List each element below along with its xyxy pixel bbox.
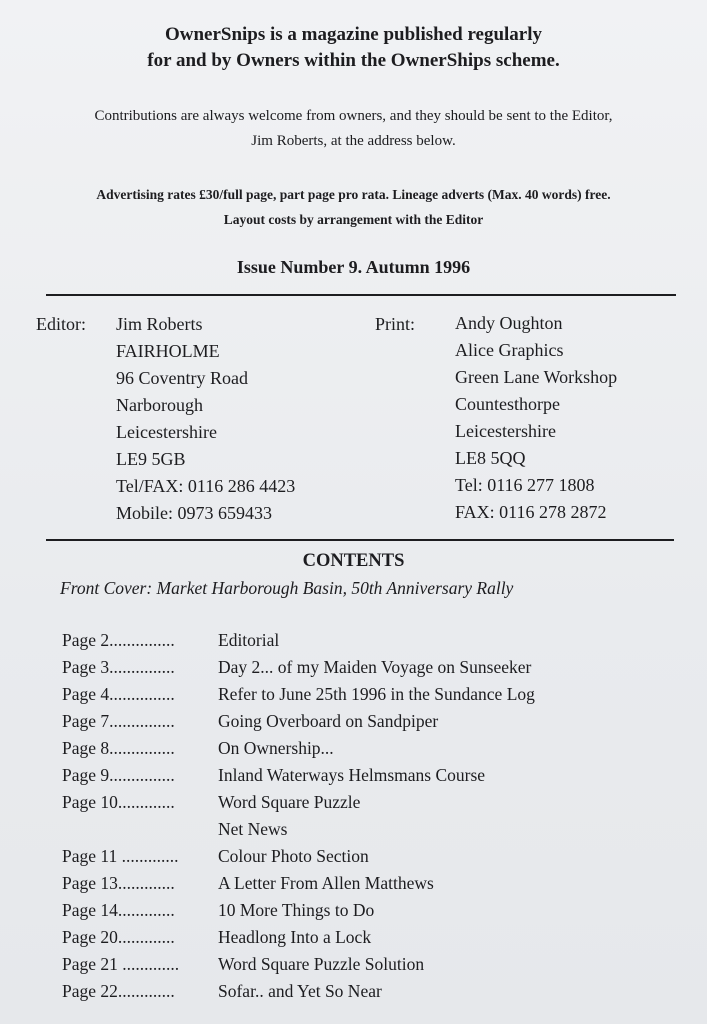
print-address-line: LE8 5QQ (455, 448, 526, 468)
intro-title-line-2: for and by Owners within the OwnerShips scheme. (147, 50, 560, 71)
contents-item-title: Inland Waterways Helmsmans Course (218, 765, 486, 785)
contents-item-page: Page 13............. (62, 873, 175, 893)
divider-bottom (46, 539, 674, 541)
contents-item-title: 10 More Things to Do (218, 900, 375, 920)
advertising-note (0, 182, 707, 232)
contents-item-page: Page 22............. (62, 981, 175, 1001)
contents-item (62, 711, 682, 738)
contributions-note (0, 104, 707, 154)
contents-item-page: Page 11 ............. (62, 846, 179, 866)
contents-item-title: Editorial (218, 630, 280, 650)
contents-item-page: Page 20............. (62, 927, 175, 947)
contents-list (62, 630, 682, 1008)
contents-item-page: Page 3............... (62, 657, 175, 677)
contents-item-title: Day 2... of my Maiden Voyage on Sunseeker (218, 657, 532, 677)
contents-item-page: Page 2............... (62, 630, 175, 650)
editor-address-line: Mobile: 0973 659433 (116, 503, 272, 523)
editor-address-line: Leicestershire (116, 422, 217, 442)
contents-item (62, 738, 682, 765)
editor-address-line: Tel/FAX: 0116 286 4423 (116, 476, 296, 496)
contents-item (62, 981, 682, 1008)
contents-item (62, 900, 682, 927)
print-address-line: Green Lane Workshop (455, 367, 618, 387)
divider-top (46, 294, 676, 296)
contents-item-title: Word Square Puzzle Solution (218, 954, 425, 974)
contents-item (62, 765, 682, 792)
contents-item (62, 846, 682, 873)
contributions-line-2: Jim Roberts, at the address below. (251, 133, 456, 149)
contents-item-title: Refer to June 25th 1996 in the Sundance Log (218, 684, 535, 704)
contents-item-title: On Ownership... (218, 738, 334, 758)
contents-item-title: A Letter From Allen Matthews (218, 873, 434, 893)
contents-item (62, 792, 682, 819)
contents-item-title: Colour Photo Section (218, 846, 369, 866)
editor-address-line: LE9 5GB (116, 449, 186, 469)
editor-label: Editor: (36, 314, 86, 334)
contents-heading: CONTENTS (302, 551, 405, 571)
intro-title (0, 22, 707, 74)
editor-address-line: Jim Roberts (116, 314, 203, 334)
contents-item (62, 630, 682, 657)
intro-title-line-1: OwnerSnips is a magazine published regularly (164, 24, 543, 45)
contents-item-page: Page 4............... (62, 684, 175, 704)
print-label: Print: (375, 314, 416, 334)
print-address-line: FAX: 0116 278 2872 (455, 502, 607, 522)
contents-item-page: Page 9............... (62, 765, 175, 785)
contents-item-page: Page 7............... (62, 711, 175, 731)
editor-address-line: FAIRHOLME (116, 341, 220, 361)
contents-item-page: Page 8............... (62, 738, 175, 758)
print-address-line: Alice Graphics (455, 340, 564, 360)
contents-item-title: Headlong Into a Lock (218, 927, 372, 947)
contents-item-title: Going Overboard on Sandpiper (218, 711, 439, 731)
contents-item-title: Net News (218, 819, 288, 839)
contributions-line-1: Contributions are always welcome from owners, and they should be sent to the Editor, (94, 108, 613, 124)
contents-item-page: Page 10............. (62, 792, 175, 812)
front-cover-caption: Front Cover: Market Harborough Basin, 50th Anniversary Rally (60, 578, 514, 598)
print-address-line: Andy Oughton (455, 313, 563, 333)
contents-item-page: Page 14............. (62, 900, 175, 920)
print-address-line: Countesthorpe (455, 394, 560, 414)
editor-address-line: 96 Coventry Road (116, 368, 248, 388)
print-address-line: Leicestershire (455, 421, 556, 441)
print-address-line: Tel: 0116 277 1808 (455, 475, 595, 495)
editor-address-line: Narborough (116, 395, 203, 415)
contents-item-title: Sofar.. and Yet So Near (218, 981, 382, 1001)
contents-item (62, 954, 682, 981)
advertising-line-2: Layout costs by arrangement with the Editor (223, 212, 484, 227)
contents-item-title: Word Square Puzzle (218, 792, 361, 812)
contents-item (62, 657, 682, 684)
issue-number: Issue Number 9. Autumn 1996 (236, 257, 471, 277)
contents-item (62, 927, 682, 954)
contents-item-page: Page 21 ............. (62, 954, 180, 974)
editor-address (116, 311, 295, 527)
print-address (455, 310, 617, 526)
contents-item (62, 873, 682, 900)
contents-item (62, 819, 682, 846)
advertising-line-1: Advertising rates £30/full page, part page pro rata. Lineage adverts (Max. 40 words) free. (96, 187, 611, 202)
contents-item (62, 684, 682, 711)
